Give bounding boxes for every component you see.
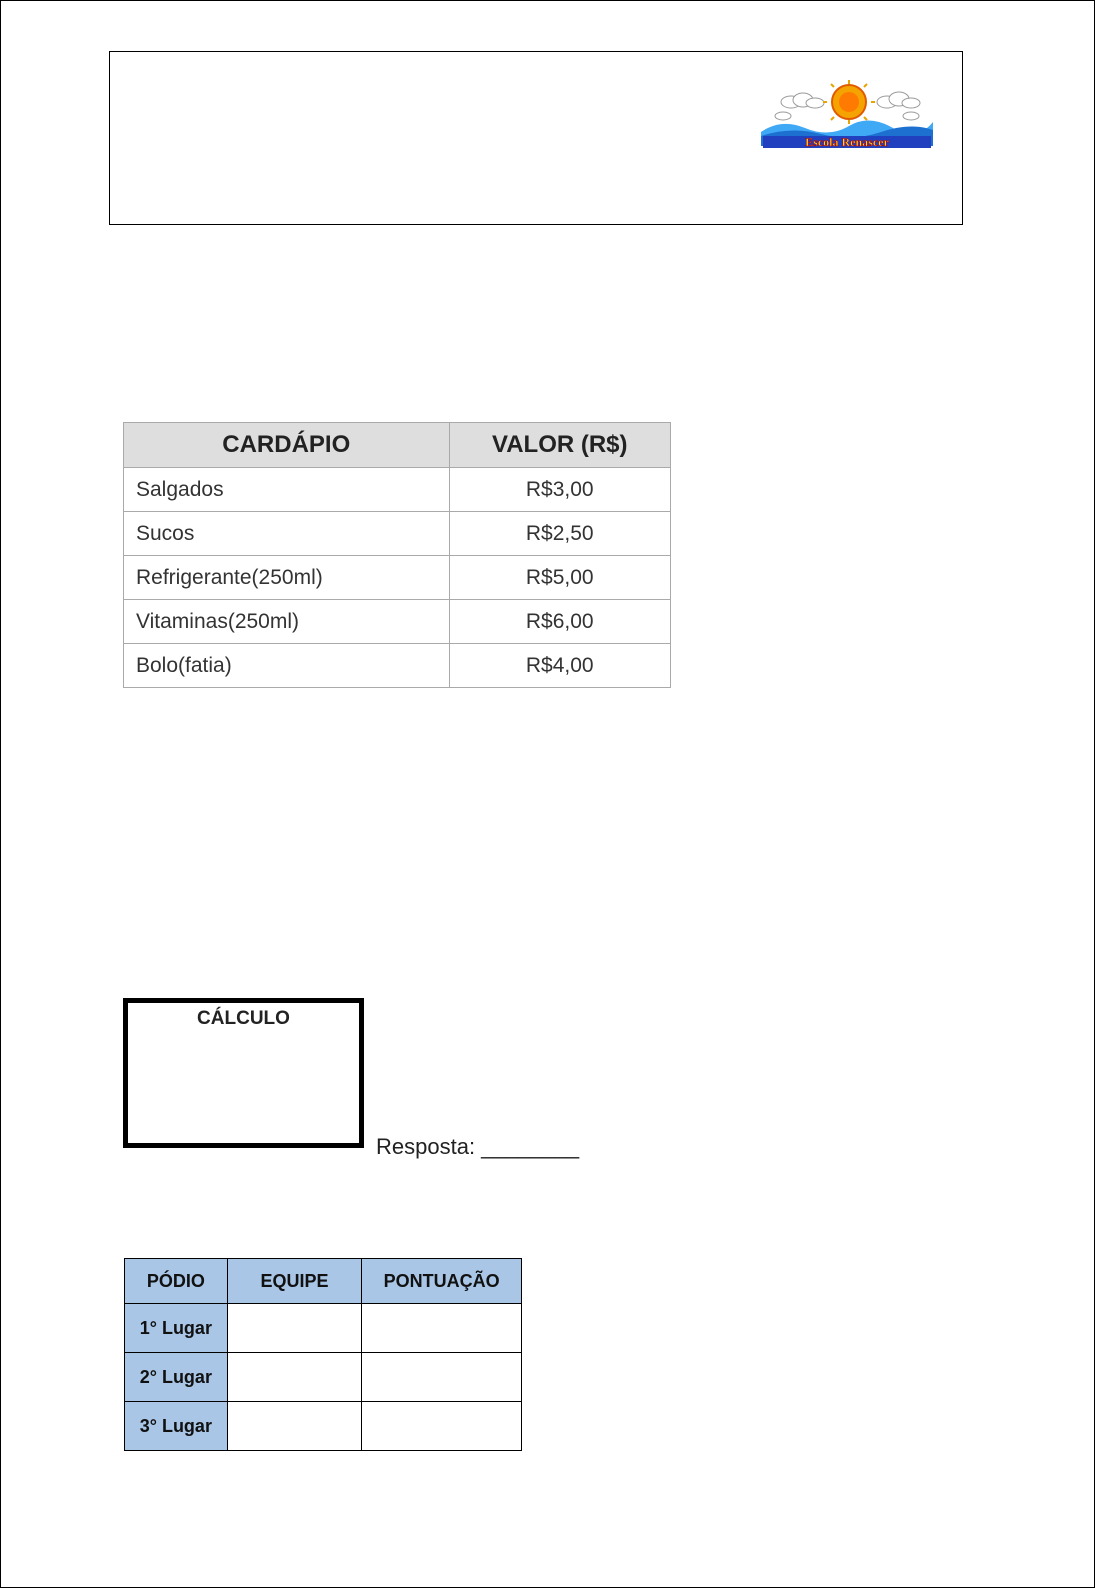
podium-place: 3° Lugar [125, 1402, 228, 1451]
calculation-title: CÁLCULO [197, 1008, 290, 1029]
menu-item: Bolo(fatia) [124, 644, 450, 688]
podium-place: 2° Lugar [125, 1353, 228, 1402]
menu-item: Sucos [124, 512, 450, 556]
podium-header-place: PÓDIO [125, 1259, 228, 1304]
menu-header-price: VALOR (R$) [449, 423, 671, 468]
menu-item: Vitaminas(250ml) [124, 600, 450, 644]
answer-field[interactable]: Resposta: ________ [376, 1134, 580, 1159]
menu-price: R$2,50 [449, 512, 671, 556]
podium-row [125, 1402, 522, 1451]
menu-price: R$6,00 [449, 600, 671, 644]
menu-header-item: CARDÁPIO [124, 423, 450, 468]
menu-row [124, 556, 671, 600]
calculation-box[interactable] [123, 998, 364, 1148]
podium-header-team: EQUIPE [227, 1259, 362, 1304]
menu-item: Salgados [124, 468, 450, 512]
menu-row [124, 600, 671, 644]
logo-text: Escola Renascer [805, 135, 889, 149]
menu-table [123, 422, 671, 688]
sun-logo-icon [761, 80, 933, 155]
podium-header-row [125, 1259, 522, 1304]
menu-row [124, 644, 671, 688]
podium-team-cell[interactable] [227, 1402, 362, 1451]
menu-row [124, 512, 671, 556]
menu-price: R$4,00 [449, 644, 671, 688]
podium-score-cell[interactable] [362, 1353, 522, 1402]
podium-table [124, 1258, 522, 1451]
podium-header-score: PONTUAÇÃO [362, 1259, 522, 1304]
podium-place: 1° Lugar [125, 1304, 228, 1353]
podium-row [125, 1304, 522, 1353]
school-logo [761, 80, 933, 155]
podium-team-cell[interactable] [227, 1304, 362, 1353]
menu-price: R$5,00 [449, 556, 671, 600]
podium-score-cell[interactable] [362, 1304, 522, 1353]
podium-score-cell[interactable] [362, 1402, 522, 1451]
menu-price: R$3,00 [449, 468, 671, 512]
menu-item: Refrigerante(250ml) [124, 556, 450, 600]
podium-team-cell[interactable] [227, 1353, 362, 1402]
menu-header-row [124, 423, 671, 468]
menu-row [124, 468, 671, 512]
podium-row [125, 1353, 522, 1402]
